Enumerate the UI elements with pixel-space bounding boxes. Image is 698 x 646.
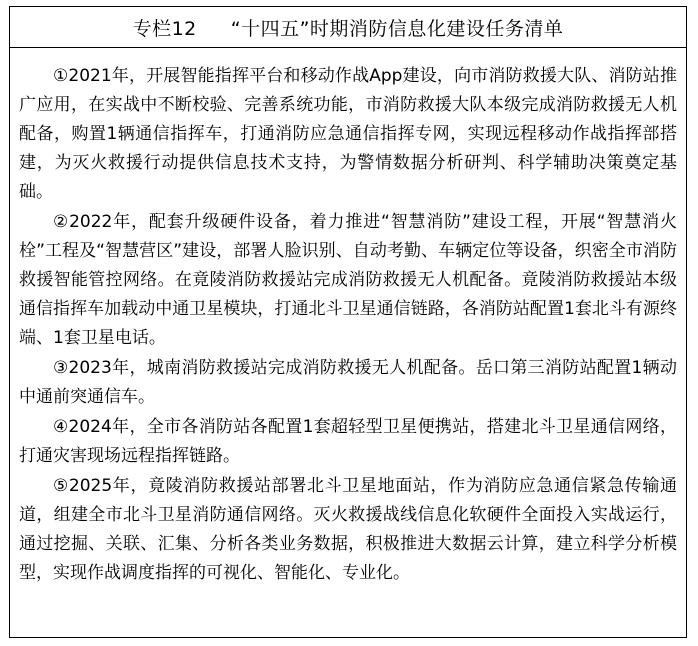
task-2024-paragraph: ④2024年，全市各消防站各配置1套超轻型卫星便携站，搭建北斗卫星通信网络，打通灾害现场远程指挥链路。 [19, 417, 677, 466]
column-label: 专栏12 [132, 17, 197, 40]
task-2021-paragraph: ①2021年，开展智能指挥平台和移动作战App建设，向市消防救援大队、消防站推广应用，在实战中不断校验、完善系统功能，市消防救援大队本级完成消防救援无人机配备，购置1辆通信指挥车，打通消防应急通信指挥专网，实现远程移动作战指挥部搭建，为灭火救援行动提供信息技术支持，为警情数据分析研判、科学辅助决策奠定基础。 [19, 66, 677, 202]
task-list-box [9, 6, 687, 638]
task-2023-paragraph: ③2023年，城南消防救援站完成消防救援无人机配备。岳口第三消防站配置1辆动中通前突通信车。 [19, 358, 677, 407]
box-title [10, 7, 686, 48]
column-title: “十四五”时期消防信息化建设任务清单 [230, 17, 564, 40]
box-body [10, 48, 686, 588]
task-2025-paragraph: ⑤2025年，竟陵消防救援站部署北斗卫星地面站，作为消防应急通信紧急传输通道，组建全市北斗卫星消防通信网络。灭火救援战线信息化软硬件全面投入实战运行，通过挖掘、关联、汇集、分析各类业务数据，积极推进大数据云计算，建立科学分析模型，实现作战调度指挥的可视化、智能化、专业化。 [19, 476, 677, 583]
task-2022-paragraph: ②2022年，配套升级硬件设备，着力推进“智慧消防”建设工程，开展“智慧消火栓”工程及“智慧营区”建设，部署人脸识别、自动考勤、车辆定位等设备，织密全市消防救援智能管控网络。在竟陵消防救援站完成消防救援无人机配备。竟陵消防救援站本级通信指挥车加载动中通卫星模块，打通北斗卫星通信链路，各消防站配置1套北斗有源终端、1套卫星电话。 [19, 212, 677, 348]
